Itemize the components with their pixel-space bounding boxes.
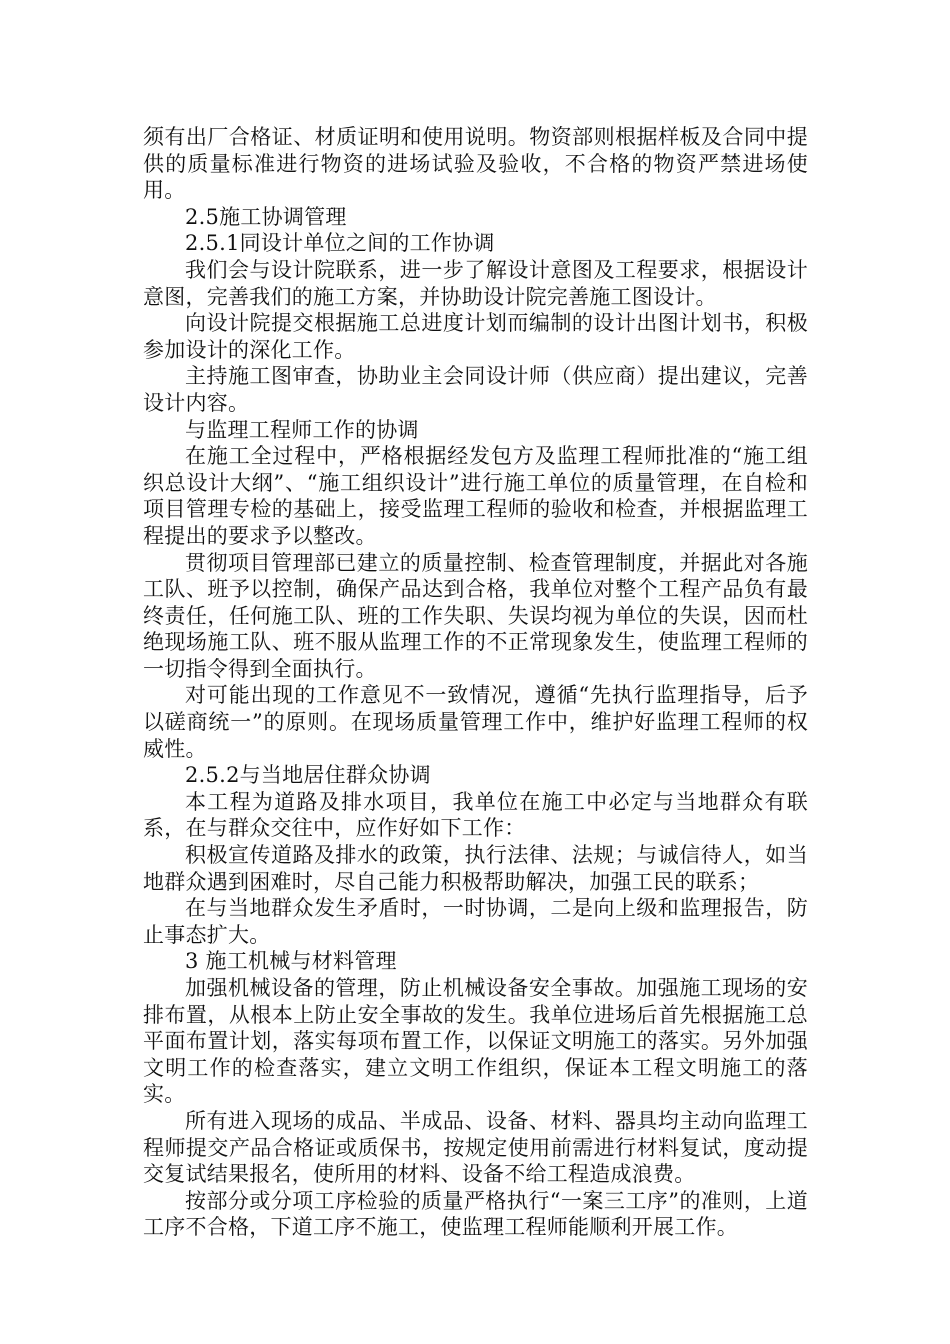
paragraph-disagreement: 对可能出现的工作意见不一致情况，遵循“先执行监理指导，后予以磋商统一”的原则。在现场质量管理工作中，维护好监理工程师的权威性。 [143, 683, 808, 761]
paragraph-design-contact: 我们会与设计院联系，进一步了解设计意图及工程要求，根据设计意图，完善我们的施工方案，并协助设计院完善施工图设计。 [143, 257, 808, 309]
paragraph-machinery-management: 加强机械设备的管理，防止机械设备安全事故。加强施工现场的安排布置，从根本上防止安全事故的发生。我单位进场后首先根据施工总平面布置计划，落实每项布置工作，以保证文明施工的落实。另外加强文明工作的检查落实，建立文明工作组织，保证本工程文明施工的落实。 [143, 976, 808, 1107]
paragraph-design-plan: 向设计院提交根据施工总进度计划而编制的设计出图计划书，积极参加设计的深化工作。 [143, 311, 808, 362]
paragraph-quality-control: 贯彻项目管理部已建立的质量控制、检查管理制度，并据此对各施工队、班予以控制，确保产品达到合格，我单位对整个工程产品负有最终责任，任何施工队、班的工作失职、失误均视为单位的失误，因而杜绝现场施工队、班不服从监理工作的不正常现象发生，使监理工程师的一切指令得到全面执行。 [143, 550, 808, 681]
document-page [143, 124, 808, 1241]
heading-2-5: 2.5施工协调管理 [185, 204, 347, 229]
heading-2-5-2: 2.5.2与当地居住群众协调 [185, 763, 431, 788]
heading-3: 3 施工机械与材料管理 [185, 949, 397, 974]
paragraph-material-inspection: 所有进入现场的成品、半成品、设备、材料、器具均主动向监理工程师提交产品合格证或质保书，按规定使用前需进行材料复试，度动提交复试结果报名，使所用的材料、设备不给工程造成浪费。 [143, 1108, 808, 1187]
paragraph-conflict-handling: 在与当地群众发生矛盾时，一时协调，二是向上级和监理报告，防止事态扩大。 [143, 896, 808, 947]
paragraph-process-inspection: 按部分或分项工序检验的质量严格执行“一案三工序”的准则，上道工序不合格，下道工序不施工，使监理工程师能顺利开展工作。 [143, 1188, 808, 1240]
paragraph-quality-management: 在施工全过程中，严格根据经发包方及监理工程师批准的“施工组织总设计大纲”、“施工组织设计”进行施工单位的质量管理，在自检和项目管理专检的基础上，接受监理工程师的验收和检查，并根据监理工程提出的要求予以整改。 [143, 444, 808, 548]
paragraph-material-certificates: 须有出厂合格证、材质证明和使用说明。物资部则根据样板及合同中提供的质量标准进行物资的进场试验及验收，不合格的物资严禁进场使用。 [143, 125, 808, 203]
paragraph-policy-promotion: 积极宣传道路及排水的政策，执行法律、法规；与诚信待人，如当地群众遇到困难时，尽自己能力积极帮助解决，加强工民的联系； [143, 843, 808, 894]
heading-supervisor-coordination: 与监理工程师工作的协调 [185, 417, 419, 442]
heading-2-5-1: 2.5.1同设计单位之间的工作协调 [185, 231, 495, 256]
paragraph-local-residents: 本工程为道路及排水项目，我单位在施工中必定与当地群众有联系，在与群众交往中，应作好如下工作： [143, 789, 808, 841]
paragraph-drawing-review: 主持施工图审查，协助业主会同设计师（供应商）提出建议，完善设计内容。 [143, 364, 808, 415]
